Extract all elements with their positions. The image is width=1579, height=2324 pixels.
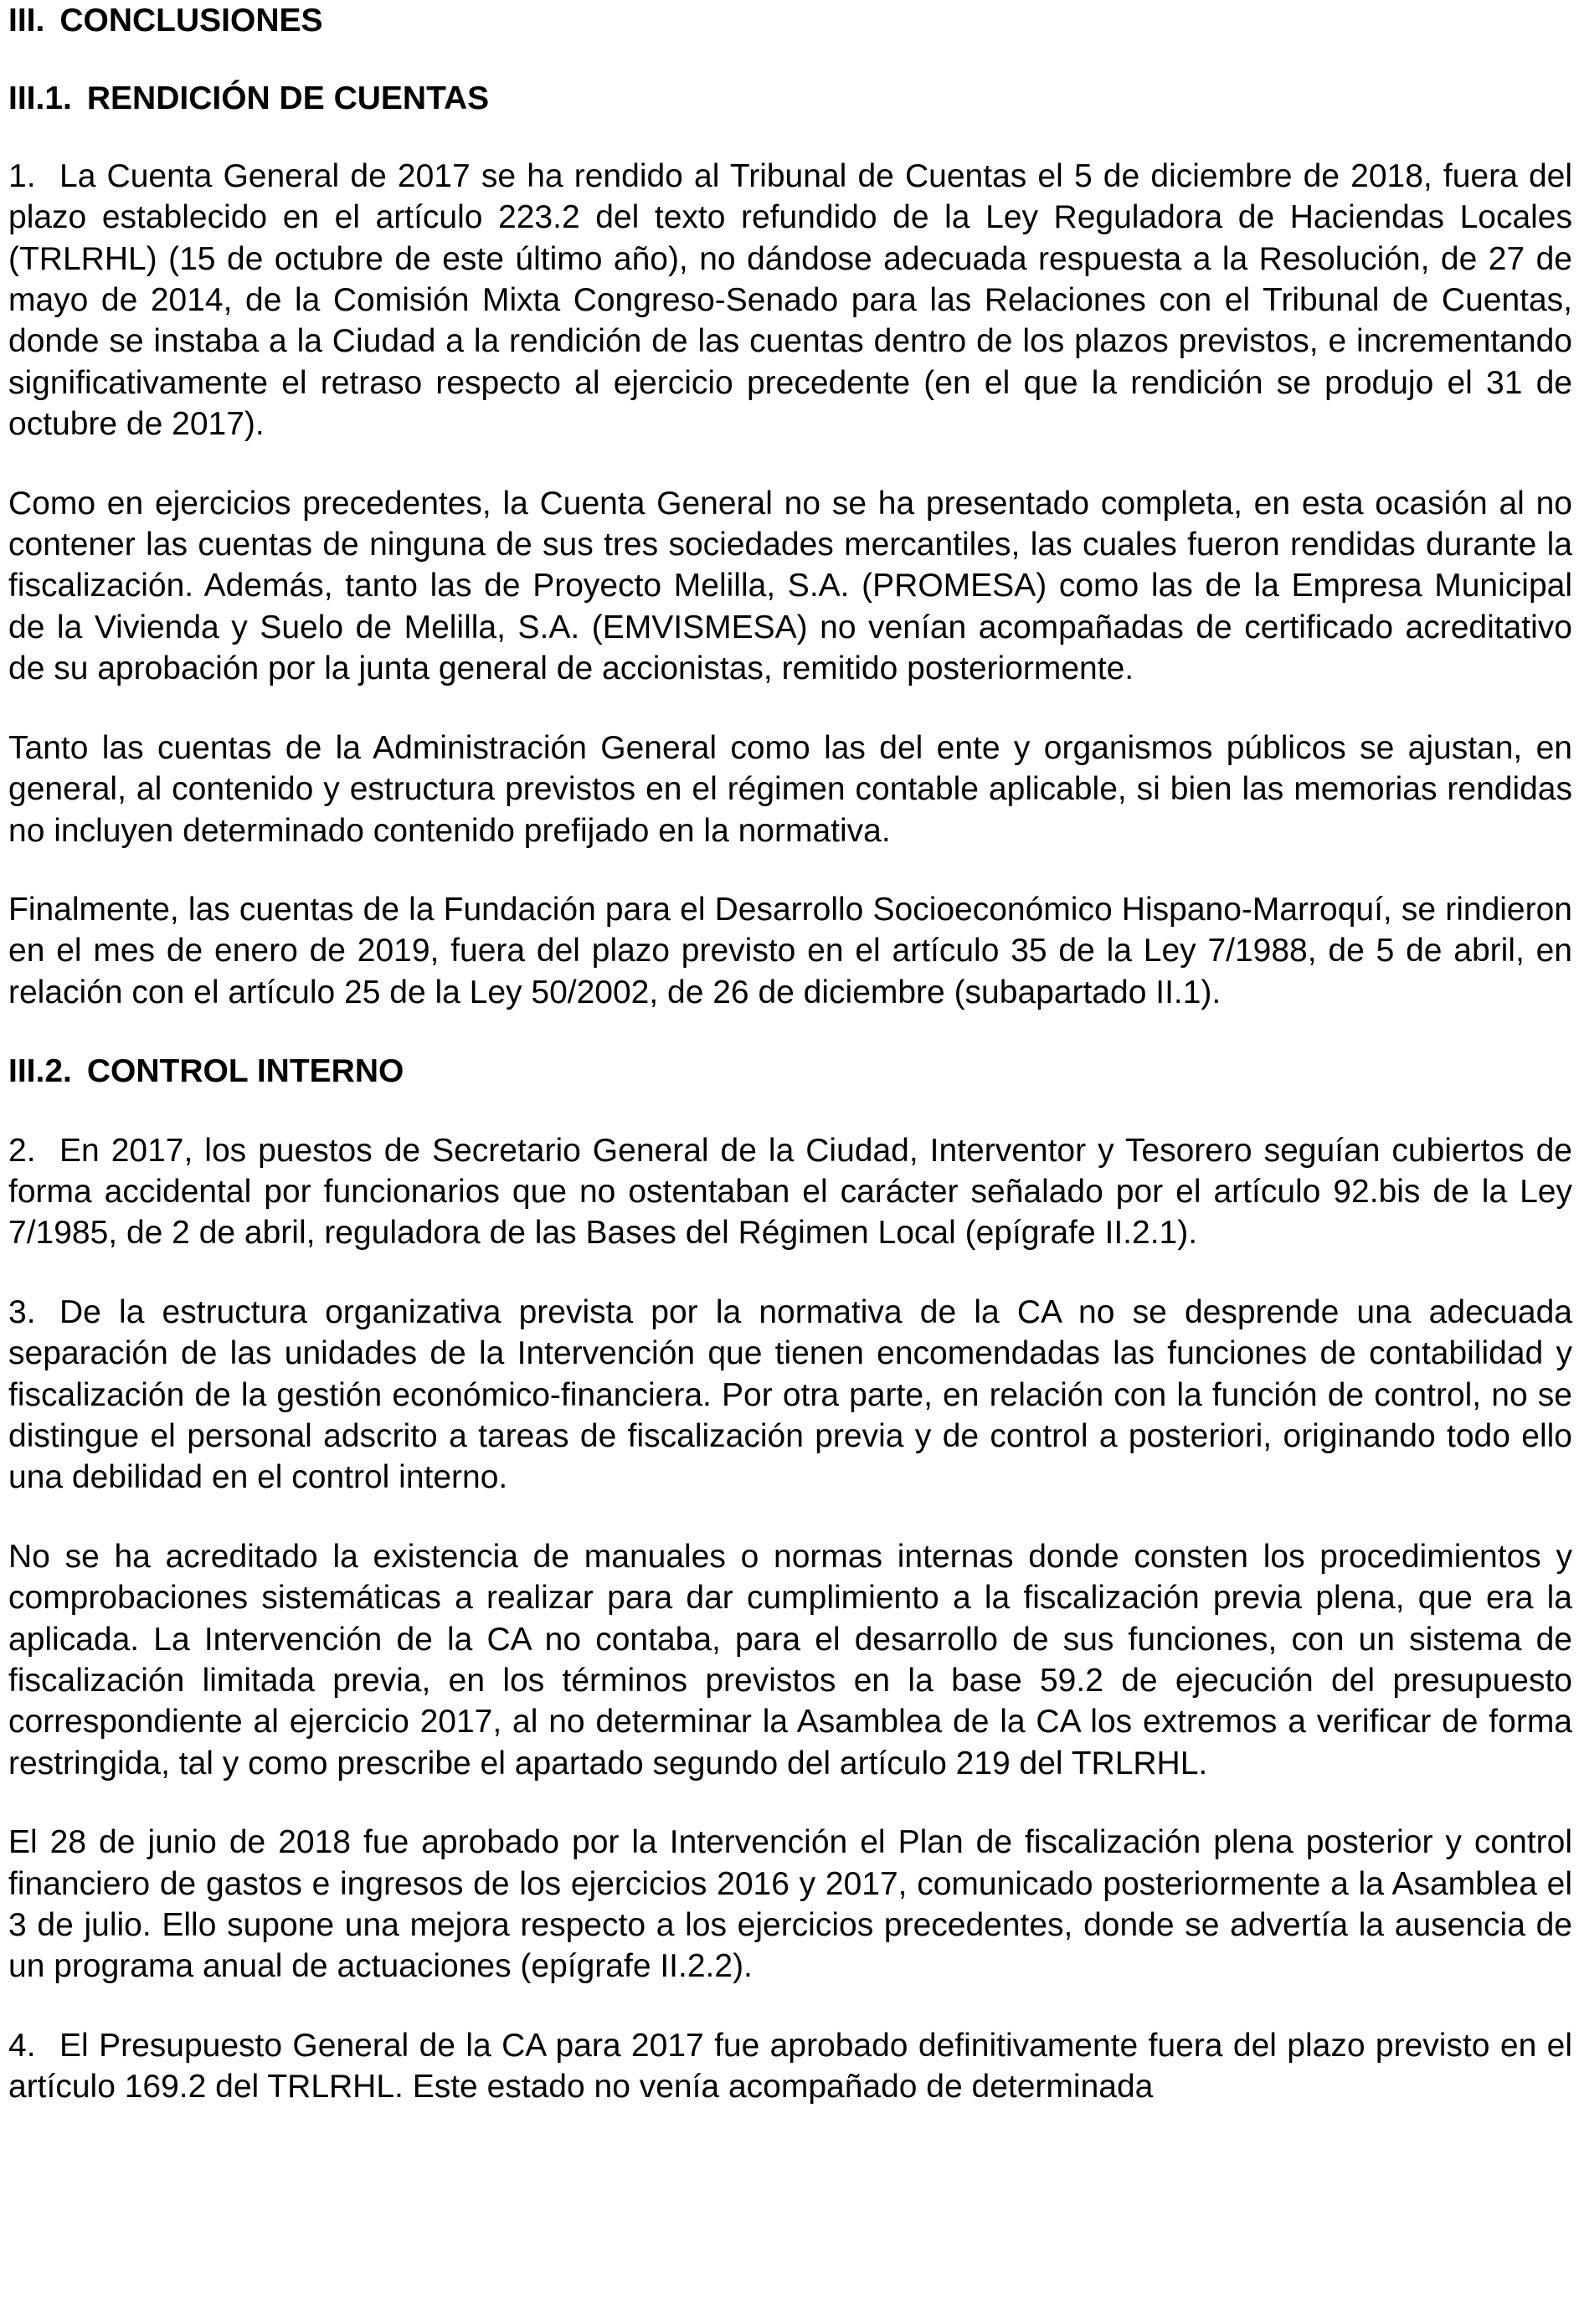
paragraph-text: El Presupuesto General de la CA para 2017 fue aprobado definitivamente fuera del plazo previsto en el artículo 169.2 del TRLRHL. Este estado no venía acompañado de determinada: [8, 2027, 1572, 2105]
document-page: [8, 0, 1572, 2146]
paragraph-3-cont-a: [8, 1536, 1572, 1784]
subsection-heading-rendicion: [8, 78, 1572, 119]
paragraph-text: El 28 de junio de 2018 fue aprobado por la Intervención el Plan de fiscalización plena posterior y control financiero de gastos e ingresos de los ejercicios 2016 y 2017, comunicado posteriormente a la Asamblea el 3 de julio. Ello supone una mejora respecto a los ejercicios precedentes, donde se advertía la ausencia de un programa anual de actuaciones (epígrafe II.2.2).: [8, 1824, 1572, 1985]
paragraph-number: 4.: [8, 2027, 36, 2064]
paragraph-number: 1.: [8, 157, 36, 194]
paragraph-1-cont-b: [8, 728, 1572, 851]
paragraph-text: Tanto las cuentas de la Administración General como las del ente y organismos públicos se ajustan, en general, al contenido y estructura previstos en el régimen contable aplicable, si bien las memorias rendidas no incluyen determinado contenido prefijado en la normativa.: [8, 729, 1572, 849]
subsection-heading-control: [8, 1051, 1572, 1092]
subsection-title: CONTROL INTERNO: [86, 1053, 404, 1090]
paragraph-1-cont-c: [8, 889, 1572, 1013]
paragraph-3-cont-b: [8, 1822, 1572, 1987]
subsection-number: III.1.: [8, 80, 72, 117]
paragraph-text: Finalmente, las cuentas de la Fundación para el Desarrollo Socioeconómico Hispano-Marroquí, se rindieron en el mes de enero de 2019, fuera del plazo previsto en el artículo 35 de la Ley 7/1988, de 5 de abril, en relación con el artículo 25 de la Ley 50/2002, de 26 de diciembre (subapartado II.1).: [8, 891, 1572, 1010]
paragraph-1-cont-a: [8, 483, 1572, 690]
paragraph-number: 2.: [8, 1132, 36, 1169]
subsection-number: III.2.: [8, 1053, 72, 1090]
paragraph-text: En 2017, los puestos de Secretario General de la Ciudad, Interventor y Tesorero seguían cubiertos de forma accidental por funcionarios que no ostentaban el carácter señalado por el artículo 92.bis de la Ley 7/1985, de 2 de abril, reguladora de las Bases del Régimen Local (epígrafe II.2.1).: [8, 1132, 1572, 1252]
paragraph-text: No se ha acreditado la existencia de manuales o normas internas donde consten los procedimientos y comprobaciones sistemáticas a realizar para dar cumplimiento a la fiscalización previa plena, que era la aplicada. La Intervención de la CA no contaba, para el desarrollo de sus funciones, con un sistema de fiscalización limitada previa, en los términos previstos en la base 59.2 de ejecución del presupuesto correspondiente al ejercicio 2017, al no determinar la Asamblea de la CA los extremos a verificar de forma restringida, tal y como prescribe el apartado segundo del artículo 219 del TRLRHL.: [8, 1538, 1572, 1782]
subsection-title: RENDICIÓN DE CUENTAS: [86, 80, 490, 117]
paragraph-2: [8, 1130, 1572, 1254]
paragraph-4: [8, 2025, 1572, 2108]
paragraph-3: [8, 1292, 1572, 1499]
paragraph-1: [8, 156, 1572, 445]
section-number: III.: [8, 3, 45, 39]
section-heading-conclusiones: [8, 0, 1572, 41]
paragraph-text: Como en ejercicios precedentes, la Cuenta General no se ha presentado completa, en esta ocasión al no contener las cuentas de ninguna de sus tres sociedades mercantiles, las cuales fueron rendidas durante la fiscalización. Además, tanto las de Proyecto Melilla, S.A. (PROMESA) como las de la Empresa Municipal de la Vivienda y Suelo de Melilla, S.A. (EMVISMESA) no venían acompañadas de certificado acreditativo de su aprobación por la junta general de accionistas, remitido posteriormente.: [8, 485, 1572, 687]
paragraph-text: De la estructura organizativa prevista por la normativa de la CA no se desprende una adecuada separación de las unidades de la Intervención que tienen encomendadas las funciones de contabilidad y fiscalización de la gestión económico-financiera. Por otra parte, en relación con la función de control, no se distingue el personal adscrito a tareas de fiscalización previa y de control a posteriori, originando todo ello una debilidad en el control interno.: [8, 1293, 1572, 1496]
paragraph-number: 3.: [8, 1293, 36, 1330]
paragraph-text: La Cuenta General de 2017 se ha rendido al Tribunal de Cuentas el 5 de diciembre de 2018, fuera del plazo establecido en el artículo 223.2 del texto refundido de la Ley Reguladora de Haciendas Locales (TRLRHL) (15 de octubre de este último año), no dándose adecuada respuesta a la Resolución, de 27 de mayo de 2014, de la Comisión Mixta Congreso-Senado para las Relaciones con el Tribunal de Cuentas, donde se instaba a la Ciudad a la rendición de las cuentas dentro de los plazos previstos, e incrementando significativamente el retraso respecto al ejercicio precedente (en el que la rendición se produjo el 31 de octubre de 2017).: [8, 157, 1572, 443]
section-title: CONCLUSIONES: [59, 3, 323, 39]
